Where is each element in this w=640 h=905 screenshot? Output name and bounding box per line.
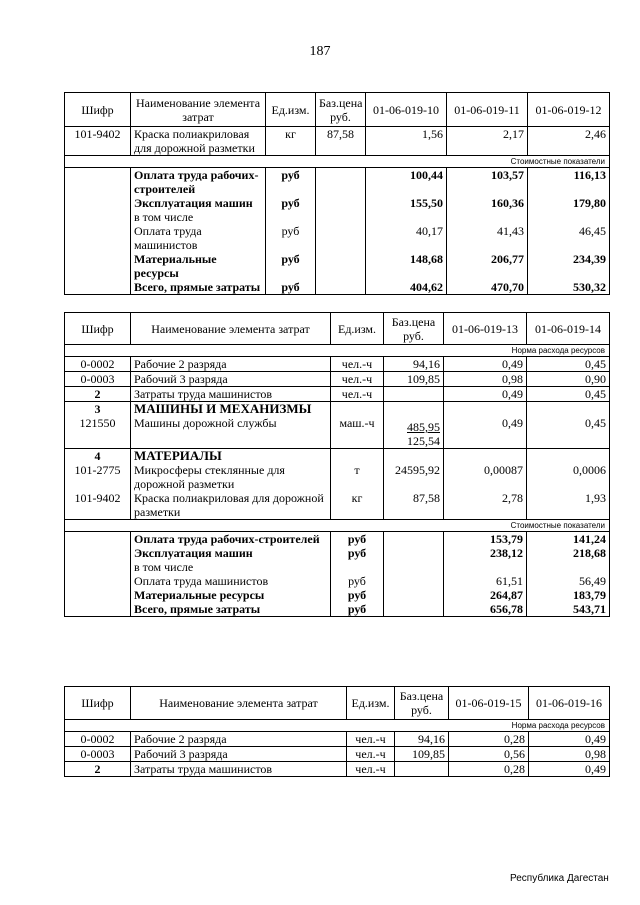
row-price: 109,85 <box>384 372 444 387</box>
section-title: МАТЕРИАЛЫ <box>131 449 331 464</box>
row-unit: чел.-ч <box>331 372 384 387</box>
section-title: МАШИНЫ И МЕХАНИЗМЫ <box>131 402 331 417</box>
cost-value: 404,62 <box>366 280 447 295</box>
cost-unit: руб <box>331 546 384 560</box>
table-header <box>65 313 610 345</box>
row-value: 0,28 <box>449 762 529 777</box>
cost-name: Оплата труда машинистов <box>131 574 331 588</box>
row-value: 2,46 <box>528 127 610 156</box>
header-name: Наименование элемента затрат <box>131 93 266 127</box>
price-value-secondary: 125,54 <box>407 434 440 448</box>
header-unit: Ед.изм. <box>266 93 316 127</box>
page-number: 187 <box>309 44 331 59</box>
row-code: 0-0002 <box>65 732 131 747</box>
cost-unit: руб <box>331 602 384 617</box>
cost-row <box>65 168 610 197</box>
band-label: Норма расхода ресурсов <box>65 345 610 357</box>
cost-value: 153,79 <box>444 532 527 547</box>
row-value: 1,93 <box>527 491 610 520</box>
header-col: 01-06-019-10 <box>366 93 447 127</box>
cost-value: 46,45 <box>528 224 610 252</box>
table-row <box>65 491 610 520</box>
cost-row <box>65 280 610 295</box>
row-code: 0-0003 <box>65 747 131 762</box>
row-name: Краска полиакриловая для дорожной разметки <box>131 491 331 520</box>
section-code: 4 <box>65 449 131 464</box>
cost-name: Материальные ресурсы <box>131 252 266 280</box>
row-price: 24595,92 <box>384 463 444 491</box>
row-value: 0,49 <box>444 416 527 449</box>
header-col: 01-06-019-16 <box>529 687 610 720</box>
table-3 <box>64 686 610 777</box>
table-header <box>65 687 610 720</box>
row-code: 101-9402 <box>65 127 131 156</box>
table-row <box>65 747 610 762</box>
row-value: 0,45 <box>527 416 610 449</box>
cost-unit: руб <box>266 224 316 252</box>
row-unit: чел.-ч <box>347 762 395 777</box>
row-name: Рабочие 2 разряда <box>131 732 347 747</box>
row-value: 0,45 <box>527 387 610 402</box>
cost-name: Оплата труда рабочих-строителей <box>131 168 266 197</box>
row-price <box>384 416 444 449</box>
cost-value: 234,39 <box>528 252 610 280</box>
header-col: 01-06-019-11 <box>447 93 528 127</box>
cost-unit: руб <box>266 168 316 197</box>
header-code: Шифр <box>65 93 131 127</box>
row-value: 0,00087 <box>444 463 527 491</box>
header-price: Баз.цена руб. <box>384 313 444 345</box>
row-value: 0,0006 <box>527 463 610 491</box>
cost-unit: руб <box>331 574 384 588</box>
row-value: 0,49 <box>529 732 610 747</box>
cost-unit: руб <box>266 196 316 210</box>
row-value: 0,49 <box>529 762 610 777</box>
row-price: 87,58 <box>316 127 366 156</box>
cost-row <box>65 546 610 560</box>
row-value: 2,78 <box>444 491 527 520</box>
cost-value: 264,87 <box>444 588 527 602</box>
cost-row <box>65 252 610 280</box>
table-row <box>65 387 610 402</box>
cost-row <box>65 532 610 547</box>
row-unit: маш.-ч <box>331 416 384 449</box>
cost-row <box>65 602 610 617</box>
cost-name: в том числе <box>131 560 331 574</box>
row-price: 94,16 <box>384 357 444 372</box>
cost-value: 206,77 <box>447 252 528 280</box>
row-name: Краска полиакриловая для дорожной разметки <box>131 127 266 156</box>
cost-value: 179,80 <box>528 196 610 210</box>
section-band <box>65 345 610 357</box>
header-price: Баз.цена руб. <box>395 687 449 720</box>
row-code: 101-2775 <box>65 463 131 491</box>
cost-name: Оплата труда машинистов <box>131 224 266 252</box>
row-name: Рабочий 3 разряда <box>131 372 331 387</box>
row-value: 0,49 <box>444 357 527 372</box>
cost-value: 116,13 <box>528 168 610 197</box>
row-unit: чел.-ч <box>347 732 395 747</box>
row-code: 0-0003 <box>65 372 131 387</box>
row-unit: т <box>331 463 384 491</box>
row-value: 0,45 <box>527 357 610 372</box>
cost-row <box>65 196 610 210</box>
cost-value: 61,51 <box>444 574 527 588</box>
cost-value: 41,43 <box>447 224 528 252</box>
section-band <box>65 520 610 532</box>
row-code: 2 <box>65 762 131 777</box>
cost-value: 103,57 <box>447 168 528 197</box>
cost-name: Эксплуатация машин <box>131 196 266 210</box>
cost-row <box>65 588 610 602</box>
cost-value: 100,44 <box>366 168 447 197</box>
cost-row <box>65 224 610 252</box>
cost-value: 656,78 <box>444 602 527 617</box>
cost-value: 470,70 <box>447 280 528 295</box>
row-value: 0,28 <box>449 732 529 747</box>
table-row <box>65 127 610 156</box>
cost-value: 543,71 <box>527 602 610 617</box>
header-unit: Ед.изм. <box>347 687 395 720</box>
table-row <box>65 372 610 387</box>
cost-unit: руб <box>266 280 316 295</box>
cost-value: 148,68 <box>366 252 447 280</box>
cost-value: 56,49 <box>527 574 610 588</box>
section-band <box>65 720 610 732</box>
section-band <box>65 156 610 168</box>
cost-name: в том числе <box>131 210 266 224</box>
footer-region: Республика Дагестан <box>510 873 609 884</box>
cost-name: Оплата труда рабочих-строителей <box>131 532 331 547</box>
band-label: Стоимостные показатели <box>65 520 610 532</box>
cost-row <box>65 574 610 588</box>
row-value: 0,49 <box>444 387 527 402</box>
cost-value: 530,32 <box>528 280 610 295</box>
cost-value: 155,50 <box>366 196 447 210</box>
table-row <box>65 463 610 491</box>
cost-value: 160,36 <box>447 196 528 210</box>
header-price: Баз.цена руб. <box>316 93 366 127</box>
band-label: Стоимостные показатели <box>65 156 610 168</box>
row-unit: чел.-ч <box>331 357 384 372</box>
header-name: Наименование элемента затрат <box>131 313 331 345</box>
row-price: 94,16 <box>395 732 449 747</box>
cost-row <box>65 210 610 224</box>
section-row <box>65 402 610 417</box>
row-value: 0,90 <box>527 372 610 387</box>
row-code: 2 <box>65 387 131 402</box>
cost-name: Всего, прямые затраты <box>131 280 266 295</box>
cost-value: 238,12 <box>444 546 527 560</box>
row-name: Машины дорожной службы <box>131 416 331 449</box>
row-name: Затраты труда машинистов <box>131 387 331 402</box>
row-code: 101-9402 <box>65 491 131 520</box>
row-price: 109,85 <box>395 747 449 762</box>
cost-value: 218,68 <box>527 546 610 560</box>
header-col: 01-06-019-15 <box>449 687 529 720</box>
row-unit: кг <box>266 127 316 156</box>
header-code: Шифр <box>65 687 131 720</box>
row-value: 1,56 <box>366 127 447 156</box>
cost-value: 183,79 <box>527 588 610 602</box>
table-row <box>65 732 610 747</box>
row-value: 2,17 <box>447 127 528 156</box>
row-price: 87,58 <box>384 491 444 520</box>
table-1 <box>64 92 610 295</box>
row-unit: кг <box>331 491 384 520</box>
table-row <box>65 762 610 777</box>
table-row <box>65 357 610 372</box>
band-label: Норма расхода ресурсов <box>65 720 610 732</box>
row-unit: чел.-ч <box>331 387 384 402</box>
price-value: 485,95 <box>407 420 440 434</box>
cost-unit: руб <box>266 252 316 280</box>
header-unit: Ед.изм. <box>331 313 384 345</box>
row-name: Затраты труда машинистов <box>131 762 347 777</box>
table-row <box>65 416 610 449</box>
section-code: 3 <box>65 402 131 417</box>
table-2 <box>64 312 610 617</box>
cost-unit: руб <box>331 588 384 602</box>
header-name: Наименование элемента затрат <box>131 687 347 720</box>
header-col: 01-06-019-13 <box>444 313 527 345</box>
cost-unit: руб <box>331 532 384 547</box>
cost-name: Материальные ресурсы <box>131 588 331 602</box>
row-name: Рабочие 2 разряда <box>131 357 331 372</box>
row-value: 0,98 <box>529 747 610 762</box>
row-value: 0,98 <box>444 372 527 387</box>
cost-value: 40,17 <box>366 224 447 252</box>
row-unit: чел.-ч <box>347 747 395 762</box>
row-name: Рабочий 3 разряда <box>131 747 347 762</box>
section-row <box>65 449 610 464</box>
cost-row <box>65 560 610 574</box>
row-name: Микросферы стеклянные для дорожной разметки <box>131 463 331 491</box>
header-col: 01-06-019-14 <box>527 313 610 345</box>
table-header <box>65 93 610 127</box>
row-code: 0-0002 <box>65 357 131 372</box>
header-col: 01-06-019-12 <box>528 93 610 127</box>
cost-name: Всего, прямые затраты <box>131 602 331 617</box>
cost-name: Эксплуатация машин <box>131 546 331 560</box>
row-code: 121550 <box>65 416 131 449</box>
cost-value: 141,24 <box>527 532 610 547</box>
header-code: Шифр <box>65 313 131 345</box>
row-value: 0,56 <box>449 747 529 762</box>
